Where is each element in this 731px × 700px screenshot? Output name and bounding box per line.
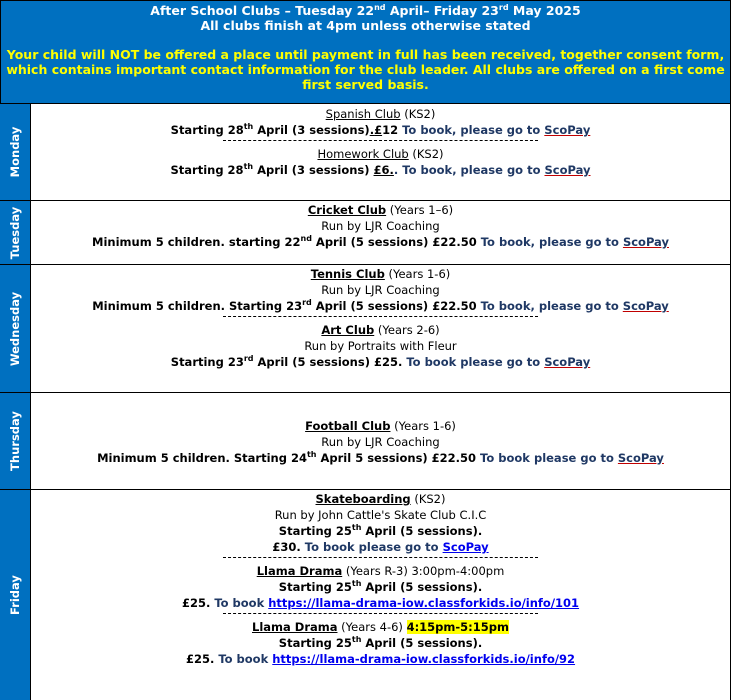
- scopay-link[interactable]: ScoPay: [544, 163, 591, 177]
- day-label-monday: Monday: [0, 104, 31, 200]
- skate-price: £30. To book please go to ScoPay: [272, 540, 489, 554]
- row-thursday: [0, 393, 731, 490]
- club-tennis: Tennis Club (Years 1-6): [310, 267, 451, 281]
- skate-provider: Run by John Cattle's Skate Club C.I.C: [274, 508, 487, 522]
- tuesday-content: [31, 201, 731, 264]
- tennis-details: Minimum 5 children. Starting 23rd April (5 sessions) £22.50 To book, please go to ScoPay: [92, 298, 669, 313]
- club-football: Football Club (Years 1-6): [305, 419, 456, 433]
- spanish-details: Starting 28th April (3 sessions).£12 To book, please go to ScoPay: [170, 122, 591, 137]
- separator: [223, 140, 538, 141]
- friday-content: [31, 490, 731, 700]
- day-label-thursday: Thursday: [0, 393, 31, 489]
- thursday-content: [31, 393, 731, 489]
- day-label-tuesday: Tuesday: [0, 201, 31, 264]
- football-provider: Run by LJR Coaching: [321, 435, 440, 449]
- llama-drama-link-101[interactable]: https://llama-drama-iow.classforkids.io/info/101: [268, 596, 580, 610]
- separator: [223, 557, 538, 558]
- row-monday: [0, 104, 731, 201]
- club-llama-drama-senior: Llama Drama (Years 4-6) 4:15pm-5:15pm: [252, 620, 509, 634]
- page-title: After School Clubs – Tuesday 22nd April– Friday 23rd May 2025: [150, 2, 581, 18]
- club-spanish: Spanish Club (KS2): [325, 107, 436, 121]
- monday-content: [31, 104, 731, 200]
- row-tuesday: [0, 201, 731, 265]
- cricket-provider: Run by LJR Coaching: [321, 219, 440, 233]
- day-label-friday: Friday: [0, 490, 31, 700]
- skate-start: Starting 25th April (5 sessions).: [278, 523, 483, 538]
- scopay-link[interactable]: ScoPay: [544, 355, 591, 369]
- llama1-start: Starting 25th April (5 sessions).: [278, 579, 483, 594]
- separator: [223, 613, 538, 614]
- scopay-link[interactable]: ScoPay: [442, 540, 489, 554]
- football-details: Minimum 5 children. Starting 24th April 5 sessions) £22.50 To book please go to ScoPay: [97, 450, 664, 465]
- llama2-start: Starting 25th April (5 sessions).: [278, 635, 483, 650]
- scopay-link[interactable]: ScoPay: [617, 451, 664, 465]
- header-banner: [0, 0, 731, 104]
- club-llama-drama-junior: Llama Drama (Years R-3) 3:00pm-4:00pm: [256, 564, 505, 578]
- tennis-provider: Run by LJR Coaching: [321, 283, 440, 297]
- cricket-details: Minimum 5 children. starting 22nd April (5 sessions) £22.50 To book, please go to ScoPay: [92, 234, 669, 249]
- homework-details: Starting 28th April (3 sessions) £6.. To book, please go to ScoPay: [170, 162, 591, 177]
- separator: [223, 316, 538, 317]
- payment-notice: Your child will NOT be offered a place until payment in full has been received, together consent form, which contains important contact information for the club leader. All clubs are offered on a first come first served basis.: [6, 47, 725, 92]
- art-provider: Run by Portraits with Fleur: [304, 339, 457, 353]
- llama2-price: £25. To book https://llama-drama-iow.classforkids.io/info/92: [185, 652, 576, 666]
- day-label-wednesday: Wednesday: [0, 265, 31, 392]
- llama1-price: £25. To book https://llama-drama-iow.classforkids.io/info/101: [181, 596, 580, 610]
- club-cricket: Cricket Club (Years 1–6): [307, 203, 454, 217]
- wednesday-content: [31, 265, 731, 392]
- club-art: Art Club (Years 2-6): [321, 323, 440, 337]
- page-subtitle: All clubs finish at 4pm unless otherwise stated: [200, 18, 531, 33]
- club-homework: Homework Club (KS2): [317, 147, 444, 161]
- scopay-link[interactable]: ScoPay: [544, 123, 591, 137]
- row-friday: [0, 490, 731, 700]
- scopay-link[interactable]: ScoPay: [622, 235, 669, 249]
- scopay-link[interactable]: ScoPay: [622, 299, 669, 313]
- row-wednesday: [0, 265, 731, 393]
- club-skateboarding: Skateboarding (KS2): [315, 492, 446, 506]
- llama-drama-link-92[interactable]: https://llama-drama-iow.classforkids.io/info/92: [272, 652, 576, 666]
- art-details: Starting 23rd April (5 sessions) £25. To book please go to ScoPay: [170, 354, 591, 369]
